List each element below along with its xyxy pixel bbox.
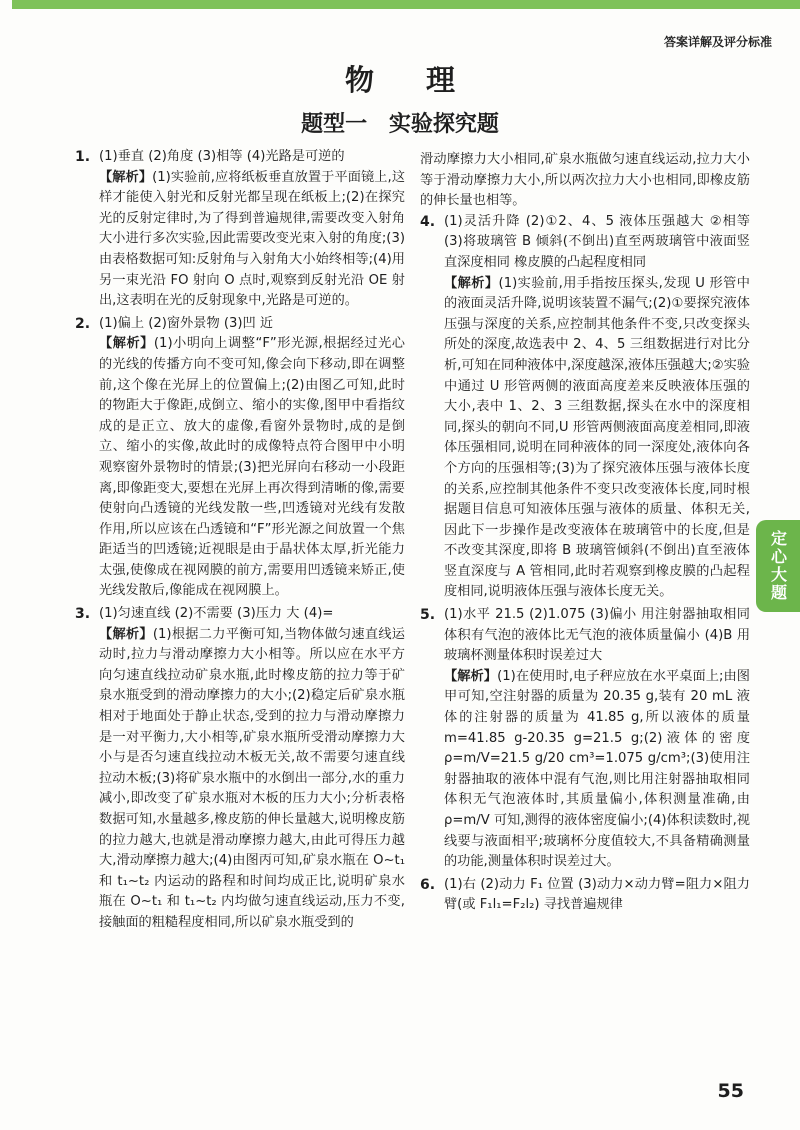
analysis-tag: 【解析】 bbox=[99, 336, 154, 352]
analysis-tag: 【解析】 bbox=[444, 275, 499, 291]
analysis-tag: 【解析】 bbox=[99, 626, 153, 642]
top-accent-bar bbox=[12, 0, 800, 9]
question-2 bbox=[75, 314, 405, 602]
question-number: 5. bbox=[420, 607, 436, 624]
question-number: 1. bbox=[75, 149, 91, 165]
analysis-tag: 【解析】 bbox=[99, 169, 153, 185]
question-1 bbox=[75, 147, 405, 312]
answer: (1)垂直 (2)角度 (3)相等 (4)光路是可逆的 bbox=[99, 149, 345, 164]
question-5 bbox=[420, 605, 750, 873]
question-3-continuation: 滑动摩擦力大小相同,矿泉水瓶做匀速直线运动,拉力大小等于滑动摩擦力大小,所以两次拉力大小也相同,即橡皮筋的伸长量也相等。 bbox=[420, 152, 750, 209]
subject-title: 物理 bbox=[344, 63, 507, 97]
question-3 bbox=[75, 604, 405, 934]
question-number: 3. bbox=[75, 606, 91, 623]
answer: (1)水平 21.5 (2)1.075 (3)偏小 用注射器抽取相同体积有气泡的液体比无气泡的液体质量偏小 (4)B 用玻璃杯测量体积时误差过大 bbox=[444, 607, 750, 664]
analysis: (1)在使用时,电子秤应放在水平桌面上;由图甲可知,空注射器的质量为 20.35 g,装有 20 mL 液体的注射器的质量为 41.85 g,所以液体的质量 m=41.85 g-20.35 g=21.5 g;(2)液体的密度 ρ=m/V=21.5 g/20 cm³=1.075 g/cm³;(3)使用注射器抽取的液体中混有气泡,则比用注射器抽取相同体积无气泡液体时,其质量偏小,体积测量准确,由 ρ=m/V 可知,测得的液体密度偏小;(4)体积读数时,视线要与液面相平;玻璃杯分度值较大,不具备精确测量的功能,测量体积时误差过大。 bbox=[444, 668, 750, 870]
question-6 bbox=[420, 875, 750, 916]
analysis: (1)小明向上调整“F”形光源,根据经过光心的光线的传播方向不变可知,像会向下移动,即在调整前,这个像在光屏上的位置偏上;(2)由图乙可知,此时的物距大于像距,成倒立、缩小的实像,图甲中看指纹成的是正立、放大的虚像,看窗外景物时,成的是倒立、缩小的实像,故此时的成像特点符合图甲中小明观察窗外景物时的情景;(3)把光屏向右移动一小段距离,即像距变大,要想在光屏上再次得到清晰的像,需要使射向凸透镜的光线发散一些,凹透镜对光线有发散作用,所以应该在凸透镜和“F”形光源之间放置一个焦距适当的凹透镜;近视眼是由于晶状体太厚,折光能力太强,使像成在视网膜的前方,需要用凹透镜来矫正,使光线发散后,像能成在视网膜上。 bbox=[99, 336, 405, 599]
answer: (1)灵活升降 (2)①2、4、5 液体压强越大 ②相等 (3)将玻璃管 B 倾斜(不倒出)直至两玻璃管中液面竖直深度相同 橡皮膜的凸起程度相同 bbox=[444, 213, 750, 270]
page-number: 55 bbox=[717, 1080, 744, 1102]
analysis-tag: 【解析】 bbox=[444, 668, 498, 684]
analysis: (1)实验前,用手指按压探头,发现 U 形管中的液面灵活升降,说明该装置不漏气;(2)①要探究液体压强与深度的关系,应控制其他条件不变,只改变探头所处的深度,故选表中 2、4、5 三组数据进行对比分析,可知在同种液体中,深度越深,液体压强越大;②实验中通过 U 形管两侧的液面高度差来反映液体压强的大小,表中 1、2、3 三组数据,探头在水中的深度相同,探头的朝向不同,U 形管两侧液面高度差相同,即液体压强相同,说明在同种液体的同一深度处,液体向各个方向的压强相等;(3)为了探究液体压强与液体长度的关系,应控制其他条件不变只改变液体长度,同时根据题目信息可知液体压强与液体的质量、体积无关,因此下一步操作是改变液体在玻璃管中的长度,但是不改变其深度,即将 B 玻璃管倾斜(不倒出)直至液体竖直深度与 A 管相同,此时若观察到橡皮膜的凸起程度相同,说明液体压强与液体长度无关。 bbox=[444, 275, 750, 600]
analysis: (1)实验前,应将纸板垂直放置于平面镜上,这样才能使入射光和反射光都呈现在纸板上;(2)在探究光的反射定律时,为了得到普遍规律,需要改变入射角大小进行多次实验,因此需要改变光束入射的角度;(3)由表格数据可知:反射角与入射角大小始终相等;(4)用另一束光沿 FO 射向 O 点时,观察到反射光沿 OE 射出,这表明在光的反射现象中,光路是可逆的。 bbox=[99, 169, 406, 309]
analysis: (1)根据二力平衡可知,当物体做匀速直线运动时,拉力与滑动摩擦力大小相等。所以应在水平方向匀速直线拉动矿泉水瓶,此时橡皮筋的拉力等于矿泉水瓶受到的滑动摩擦力的大小;(2)稳定后矿泉水瓶相对于地面处于静止状态,受到的拉力与滑动摩擦力是一对平衡力,大小相等,矿泉水瓶所受滑动摩擦力大小与是否匀速直线拉动木板无关,故不需要匀速直线拉动木板;(3)将矿泉水瓶中的水倒出一部分,水的重力减小,即改变了矿泉水瓶对木板的压力大小;分析表格数据可知,水量越多,橡皮筋的伸长量越大,说明橡皮筋的拉力越大,也就是滑动摩擦力越大,由此可得压力越大,滑动摩擦力越大;(4)由图丙可知,矿泉水瓶在 O~t₁ 和 t₁~t₂ 内运动的路程和时间均成正比,说明矿泉水瓶在 O~t₁ 和 t₁~t₂ 内均做匀速直线运动,压力不变,接触面的粗糙程度相同,所以矿泉水瓶受到的 bbox=[99, 626, 405, 930]
answer: (1)偏上 (2)窗外景物 (3)凹 近 bbox=[99, 315, 274, 331]
side-tab: 定心大题 bbox=[756, 520, 800, 612]
right-column bbox=[420, 150, 750, 918]
section-title: 题型一 实验探究题 bbox=[301, 112, 499, 137]
header-label: 答案详解及评分标准 bbox=[663, 35, 772, 49]
answer: (1)匀速直线 (2)不需要 (3)压力 大 (4)= bbox=[99, 606, 334, 622]
question-number: 6. bbox=[420, 876, 436, 893]
question-number: 2. bbox=[75, 315, 91, 332]
question-number: 4. bbox=[420, 213, 436, 230]
question-4 bbox=[420, 212, 750, 603]
answer: (1)右 (2)动力 F₁ 位置 (3)动力×动力臂=阻力×阻力臂(或 F₁l₁=F₂l₂) 寻找普遍规律 bbox=[444, 876, 750, 913]
left-column bbox=[75, 147, 405, 936]
